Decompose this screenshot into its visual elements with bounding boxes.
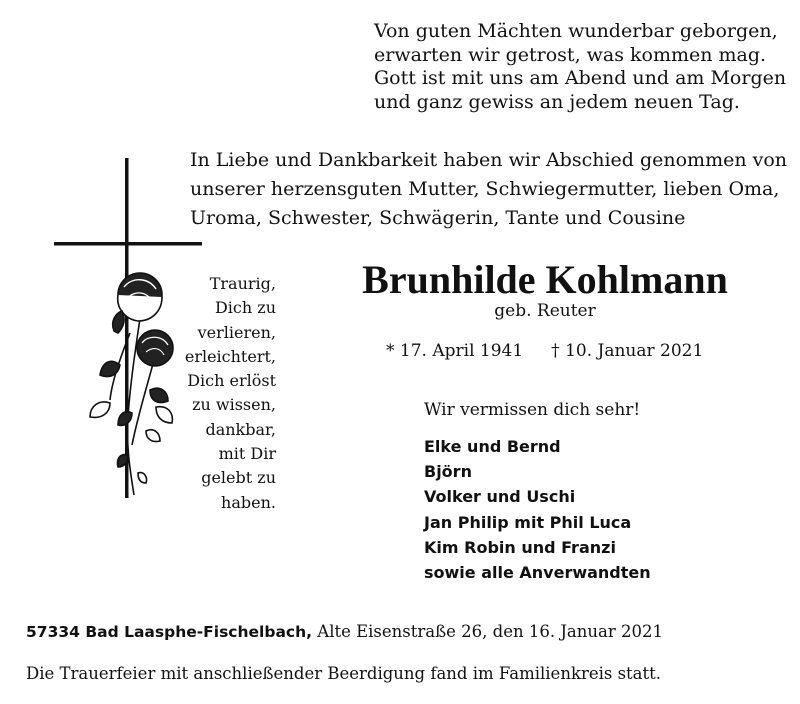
address-place: 57334 Bad Laasphe-Fischelbach, [26, 623, 313, 641]
intro-line: In Liebe und Dankbarkeit haben wir Abschied genommen von [190, 149, 788, 171]
side-poem-line: Dich zu [214, 298, 276, 318]
mourner-name: sowie alle Anverwandten [424, 563, 651, 583]
side-poem-line: verlieren, [197, 322, 276, 342]
poem-line: Von guten Mächten wunderbar geborgen, [374, 20, 778, 42]
intro-line: Uroma, Schwester, Schwägerin, Tante und Cousine [190, 207, 686, 229]
mourners-list [424, 434, 651, 585]
address-line [26, 620, 663, 644]
life-dates [386, 339, 703, 363]
side-poem-line: gelebt zu [201, 468, 276, 488]
poem-line: und ganz gewiss an jedem neuen Tag. [374, 90, 740, 113]
poem-line: Gott ist mit uns am Abend und am Morgen [374, 67, 787, 89]
intro-text [190, 146, 787, 233]
side-poem-line: mit Dir [218, 444, 276, 464]
deceased-name: Brunhilde Kohlmann [362, 257, 728, 302]
poem [374, 20, 786, 114]
side-poem-line: dankbar, [205, 419, 276, 439]
side-poem [160, 272, 276, 515]
mourner-name: Volker und Uschi [424, 487, 576, 507]
mourner-name: Elke und Bernd [424, 437, 561, 456]
side-poem-line: Traurig, [209, 274, 276, 293]
birth-date: * 17. April 1941 [386, 341, 524, 361]
mourners-heading: Wir vermissen dich sehr! [424, 400, 641, 420]
mourner-name: Björn [424, 462, 472, 482]
birth-name: geb. Reuter [494, 301, 596, 321]
side-poem-line: zu wissen, [192, 395, 276, 415]
side-poem-line: Dich erlöst [187, 371, 276, 391]
poem-line: erwarten wir getrost, was kommen mag. [374, 43, 767, 66]
mourner-name: Kim Robin und Franzi [424, 537, 616, 557]
side-poem-line: haben. [221, 492, 276, 512]
mourner-name: Jan Philip mit Phil Luca [424, 512, 632, 532]
address-street-date: Alte Eisenstraße 26, den 16. Januar 2021 [317, 622, 663, 641]
side-poem-line: erleichtert, [184, 346, 276, 366]
death-date: † 10. Januar 2021 [551, 341, 704, 361]
funeral-note: Die Trauerfeier mit anschließender Beerdigung fand im Familienkreis statt. [26, 664, 662, 683]
intro-line: unserer herzensguten Mutter, Schwiegermutter, lieben Oma, [190, 178, 780, 200]
